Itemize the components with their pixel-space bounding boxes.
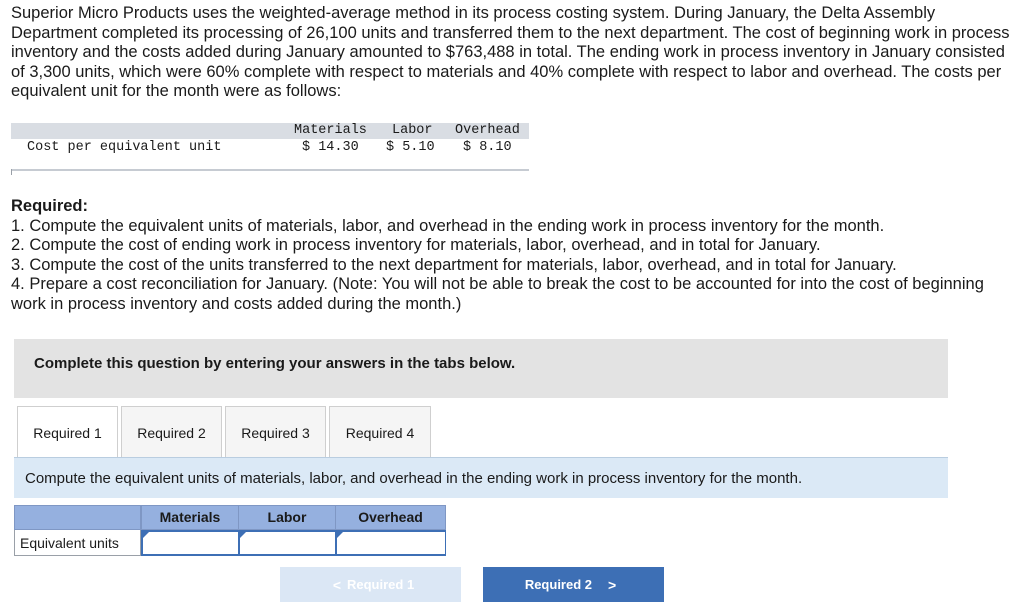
cost-value-materials: $ 14.30: [302, 140, 359, 155]
tab-required-4[interactable]: Required 4: [329, 406, 431, 458]
tab-required-1[interactable]: Required 1: [17, 406, 118, 458]
required-title: Required:: [11, 197, 89, 215]
answer-header-blank: [14, 505, 141, 530]
tab-required-2[interactable]: Required 2: [121, 406, 222, 458]
answer-header-overhead: Overhead: [335, 505, 446, 530]
cost-header-overhead: Overhead: [455, 123, 520, 138]
next-tab-button[interactable]: [483, 567, 664, 602]
cost-table-header-band: [11, 123, 529, 139]
problem-statement: Superior Micro Products uses the weighted-average method in its process costing system. During January, the Delta Assembly Department completed its processing of 26,100 units and transferred them to the next department. The cost of beginning work in process inventory and the costs added during January amounted to $763,488 in total. The ending work in process inventory in January consisted of 3,300 units, which were 60% complete with respect to materials and 40% complete with respect to labor and overhead. The costs per equivalent unit for the month were as follows:: [11, 4, 1010, 101]
input-marker-icon: [337, 532, 343, 538]
cost-per-unit-table: [11, 123, 529, 171]
previous-tab-button[interactable]: [280, 567, 461, 602]
answer-header-labor: Labor: [238, 505, 336, 530]
required-item-2: 2. Compute the cost of ending work in process inventory for materials, labor, overhead, and in total for January.: [11, 236, 821, 255]
cost-row-label: Cost per equivalent unit: [27, 140, 222, 155]
equivalent-units-labor-input[interactable]: [238, 530, 336, 556]
cost-value-overhead: $ 8.10: [463, 140, 512, 155]
answer-row-label: Equivalent units: [14, 530, 141, 556]
cost-table-left-tick: [11, 169, 12, 175]
tab-instruction-panel: [14, 457, 948, 498]
cost-header-materials: Materials: [294, 123, 367, 138]
input-marker-icon: [240, 532, 246, 538]
next-tab-label: Required 2: [524, 577, 592, 592]
required-item-4: 4. Prepare a cost reconciliation for January. (Note: You will not be able to break the cost to be accounted for into the cost of beginning work in process inventory and costs added during the month.): [11, 275, 984, 313]
cost-value-labor: $ 5.10: [386, 140, 435, 155]
input-marker-icon: [143, 532, 149, 538]
equivalent-units-materials-input[interactable]: [141, 530, 239, 556]
tab-required-3[interactable]: Required 3: [225, 406, 326, 458]
required-item-3: 3. Compute the cost of the units transferred to the next department for materials, labor, overhead, and in total for January.: [11, 255, 897, 274]
cost-header-labor: Labor: [392, 123, 433, 138]
chevron-right-icon: >: [608, 576, 617, 593]
chevron-left-icon: <: [332, 576, 341, 593]
tab-instruction-text: Compute the equivalent units of materials, labor, and overhead in the ending work in process inventory for the month.: [25, 470, 803, 487]
answer-header-materials: Materials: [141, 505, 239, 530]
equivalent-units-overhead-input[interactable]: [335, 530, 446, 556]
previous-tab-label: Required 1: [347, 577, 415, 592]
required-item-1: 1. Compute the equivalent units of materials, labor, and overhead in the ending work in process inventory for the month.: [11, 216, 885, 235]
cost-table-bottom-rule: [11, 169, 529, 171]
required-section: [11, 197, 1016, 315]
banner-text: Complete this question by entering your answers in the tabs below.: [34, 355, 516, 372]
instructions-banner: [14, 339, 948, 398]
